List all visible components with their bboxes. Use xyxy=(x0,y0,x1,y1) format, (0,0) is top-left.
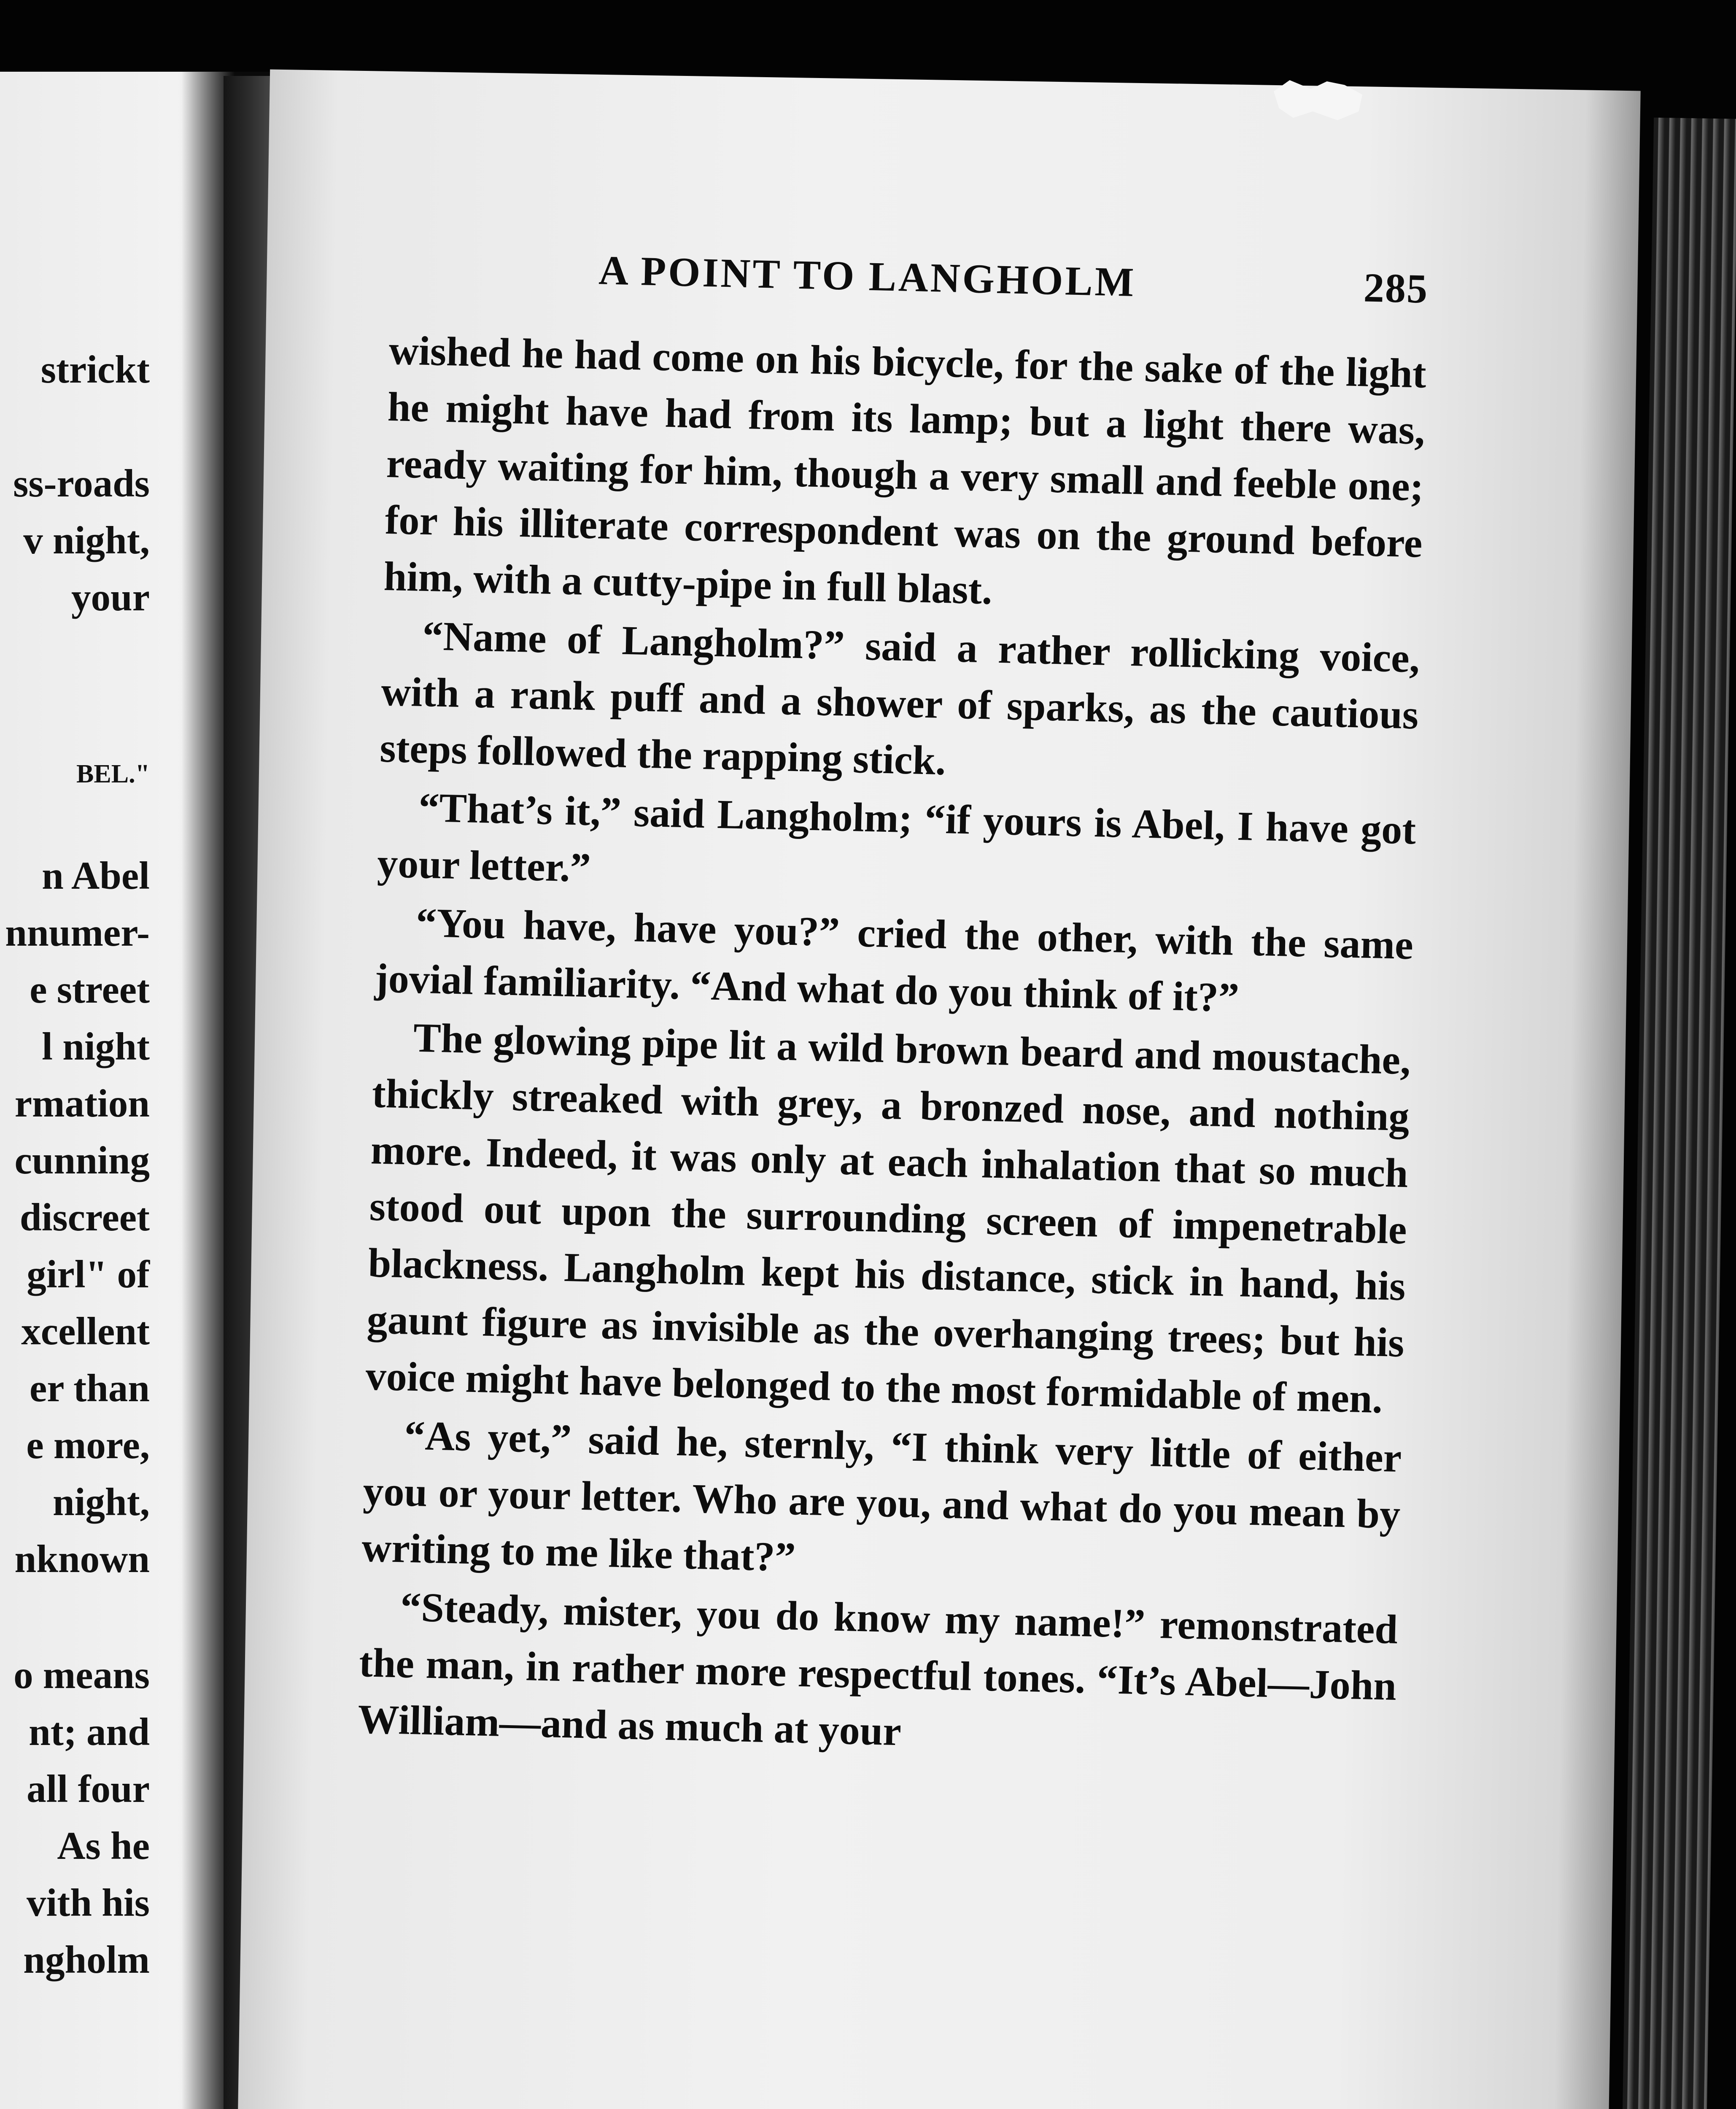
left-line: n Abel xyxy=(42,854,150,898)
left-line: nknown xyxy=(14,1537,150,1581)
left-line: vith his xyxy=(26,1881,150,1925)
running-head: A POINT TO LANGHOLM xyxy=(598,248,1137,306)
paragraph: “As yet,” said he, sternly, “I think very little of either you or your letter. Who are you, and what do you mean by writing to me like that?” xyxy=(361,1413,1402,1580)
left-line: ss-roads xyxy=(13,462,150,505)
left-line: er than xyxy=(29,1367,150,1410)
left-line: o means xyxy=(13,1653,150,1697)
body-text xyxy=(357,322,1427,1773)
left-line: cunning xyxy=(14,1139,150,1182)
left-line: nt; and xyxy=(29,1710,150,1754)
left-line: l night xyxy=(42,1025,150,1068)
left-line: all four xyxy=(27,1767,150,1811)
paragraph: “Steady, mister, you do know my name!” remonstrated the man, in rather more respectful tones. “It’s Abel—John William—and as much at your xyxy=(357,1584,1399,1755)
paragraph: “Name of Langholm?” said a rather rollicking voice, with a rank puff and a shower of sparks, as the cautious steps followed the rapping stick. xyxy=(379,613,1421,784)
left-line: nnumer- xyxy=(5,911,150,955)
paragraph: “You have, have you?” cried the other, with the same jovial familiarity. “And what do you think of it?” xyxy=(374,900,1414,1021)
left-line: rmation xyxy=(14,1082,150,1125)
page-number: 285 xyxy=(1363,265,1429,312)
paragraph: The glowing pipe lit a wild brown beard and moustache, thickly streaked with grey, a bronzed nose, and nothing more. Indeed, it was only at each inhalation that so much stood out upon the surrounding screen of impenetrable blackness. Langholm kept his distance, stick in hand, his gaunt figure as invisible as the overhanging trees; but his voice might have belonged to the most formidable of men. xyxy=(365,1015,1411,1422)
left-line: ngholm xyxy=(23,1938,150,1982)
page-header xyxy=(390,242,1429,333)
paragraph: “That’s it,” said Langholm; “if yours is Abel, I have got your letter.” xyxy=(377,785,1417,891)
left-line: As he xyxy=(57,1824,150,1868)
left-line: night, xyxy=(52,1481,150,1524)
left-line: strickt xyxy=(40,348,150,391)
left-line: BEL." xyxy=(76,760,150,788)
left-line: discreet xyxy=(19,1196,150,1239)
left-line: e more, xyxy=(26,1424,150,1467)
left-line: your xyxy=(71,576,150,619)
left-line: v night, xyxy=(23,519,150,562)
left-line: xcellent xyxy=(21,1310,150,1353)
left-line: girl" of xyxy=(27,1253,150,1296)
paragraph: wished he had come on his bicycle, for the sake of the light he might have had from its lamp; but a light there was, ready waiting for him, though a very small and feeble one; for his illiterate correspondent was on the ground before him, with a cutty-pipe in full blast. xyxy=(383,327,1427,613)
left-line: e street xyxy=(30,968,150,1011)
